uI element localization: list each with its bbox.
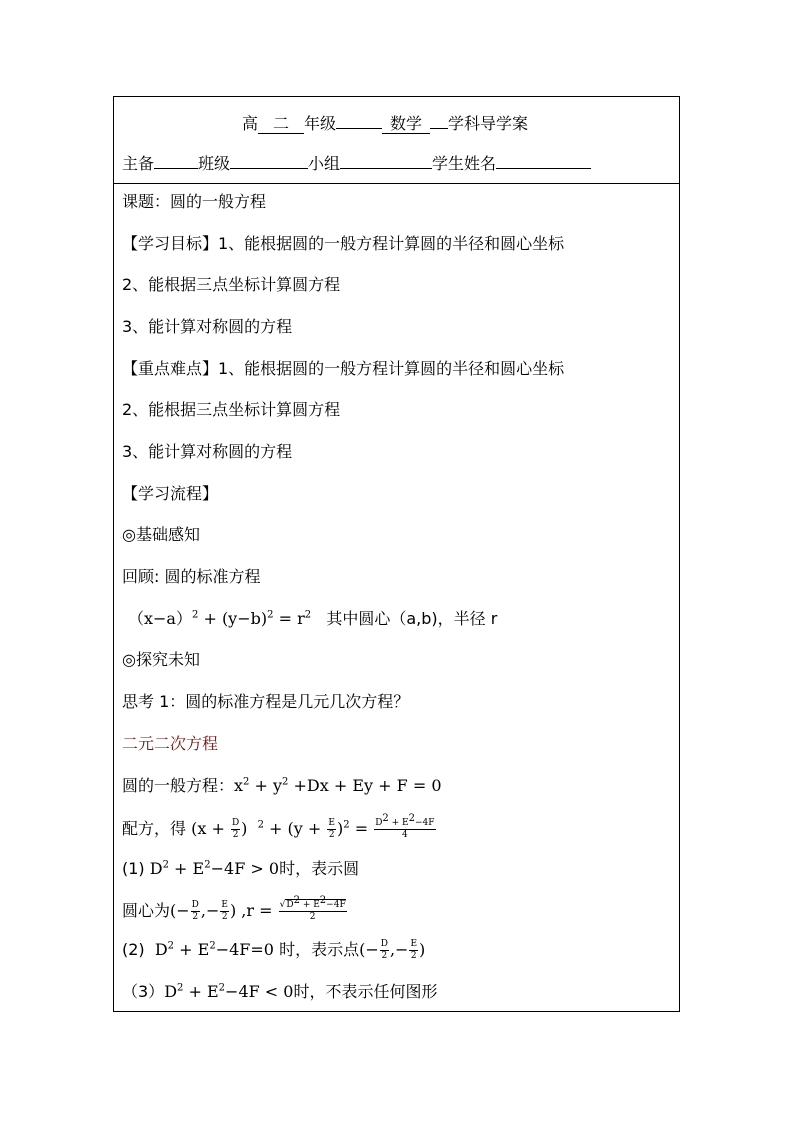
learning-goals-1: 【学习目标】1、能根据圆的一般方程计算圆的半径和圆心坐标 (122, 234, 565, 253)
case-3-label: （3） (122, 982, 165, 1001)
think-question-1: 思考 1：圆的标准方程是几元几次方程？ (122, 692, 410, 711)
learning-goals-2: 2、能根据三点坐标计算圆方程 (122, 275, 341, 294)
xingming-field[interactable] (496, 150, 591, 169)
completing-square-label: 配方，得 (122, 819, 187, 838)
case-3: $(3)D^2 + E^2-4F < 0$时，不表示任何图形 (122, 982, 438, 1001)
xiaozu-label: 小组 (308, 154, 341, 173)
general-equation: 圆的一般方程：$x^2 + y^2 +Dx + Ey + F = 0$ (122, 776, 442, 795)
case-2-label: (2) (122, 940, 145, 959)
subject-field[interactable]: 数学 (382, 115, 430, 134)
grade-field[interactable]: 二 (258, 115, 304, 134)
basic-perception: ◎基础感知 (122, 525, 200, 544)
answer-1: 二元二次方程 (122, 734, 219, 753)
banji-label: 班级 (198, 154, 231, 173)
center-label: 圆心为 (122, 901, 171, 920)
topic: 课题：圆的一般方程 (122, 192, 267, 211)
xingming-label: 学生姓名 (432, 154, 497, 173)
zhubei-label: 主备 (122, 154, 155, 173)
case-1: (1) $D^2 + E^2-4F > 0$时，表示圆 (122, 859, 360, 878)
case-1-text: 时，表示圆 (279, 859, 360, 878)
review-line: 回顾: 圆的标准方程 (122, 567, 261, 586)
header-info-line (122, 150, 591, 175)
key-points-2: 2、能根据三点坐标计算圆方程 (122, 400, 341, 419)
grade-label: 年级 (304, 114, 337, 133)
standard-equation: $(x-a)^2 + (y-b)^2 = r^2$ 其中圆心（a,b)，半径 r (128, 609, 498, 628)
grade-blank[interactable] (336, 110, 382, 129)
xiaozu-field[interactable] (340, 150, 432, 169)
explore-unknown: ◎探究未知 (122, 650, 200, 669)
subject-suffix: 学科导学案 (448, 114, 529, 133)
worksheet-table (113, 96, 680, 1012)
worksheet-header (114, 97, 679, 184)
case-2: (2) $D^2 + E^2-4F=0$ 时，表示点(− $\frac{D}{2}$ ,− $\frac{E}{2}$ ) (122, 939, 426, 961)
key-points-3: 3、能计算对称圆的方程 (122, 442, 293, 461)
standard-equation-note: 其中圆心（a,b)，半径 r (326, 609, 498, 628)
grade-prefix: 高 (242, 114, 259, 133)
process-title: 【学习流程】 (122, 484, 219, 503)
zhubei-field[interactable] (154, 150, 198, 169)
case-3-text: 时，不表示任何图形 (293, 982, 438, 1001)
case-2-text: 时，表示点 (279, 940, 360, 959)
key-points-1: 【重点难点】1、能根据圆的一般方程计算圆的半径和圆心坐标 (122, 359, 565, 378)
header-title-line (242, 110, 528, 135)
case-1-label: (1) (122, 859, 145, 878)
banji-field[interactable] (230, 150, 308, 169)
completing-square: 配方，得 (x + $\frac{D}{2}$ ) $^2$ + (y + $\frac{E}{2}$ )$^2$ = $\frac{D^2 + E^2-4F}{4}$ (122, 813, 435, 840)
general-equation-label: 圆的一般方程： (122, 776, 235, 795)
subject-blank[interactable] (430, 110, 448, 129)
learning-goals-3: 3、能计算对称圆的方程 (122, 317, 293, 336)
center-radius: 圆心为(− $\frac{D}{2}$ ,− $\frac{E}{2}$ ) ,r = $\frac{√D^2 + E^2-4F}{2}$ (122, 895, 346, 922)
